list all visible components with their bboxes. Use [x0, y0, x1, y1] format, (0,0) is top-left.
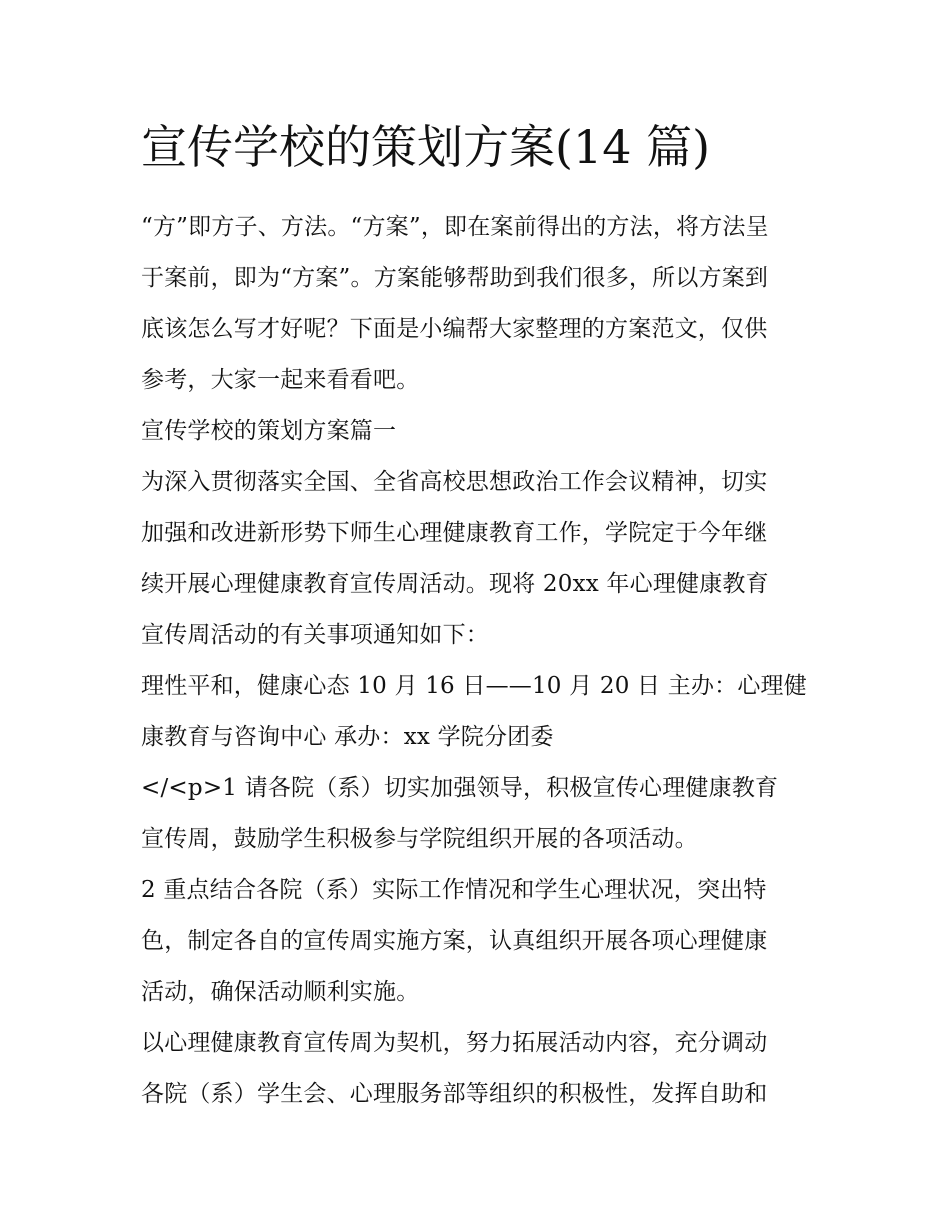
text-line: 于案前，即为“方案”。方案能够帮助到我们很多，所以方案到 — [141, 265, 769, 291]
document-content — [141, 112, 821, 1120]
text-line: 理性平和，健康心态 10 月 16 日——10 月 20 日 主办：心理健 — [141, 673, 807, 699]
text-line: 加强和改进新形势下师生心理健康教育工作，学院定于今年继 — [141, 520, 768, 546]
text-line: 康教育与咨询中心 承办：xx 学院分团委 — [141, 724, 554, 750]
text-line: 色，制定各自的宣传周实施方案，认真组织开展各项心理健康 — [141, 928, 768, 954]
text-line: 为深入贯彻落实全国、全省高校思想政治工作会议精神，切实 — [141, 469, 768, 495]
text-line: </<p>1 请各院（系）切实加强领导，积极宣传心理健康教育 — [141, 775, 779, 801]
page-title: 宣传学校的策划方案(14 篇) — [141, 120, 711, 174]
text-line: 宣传周活动的有关事项通知如下： — [141, 622, 489, 648]
text-line: 2 重点结合各院（系）实际工作情况和学生心理状况，突出特 — [141, 877, 767, 903]
document-body — [141, 202, 821, 1120]
text-line: 参考，大家一起来看看吧。 — [141, 367, 420, 393]
text-line: 续开展心理健康教育宣传周活动。现将 20xx 年心理健康教育 — [141, 571, 769, 597]
text-line: 各院（系）学生会、心理服务部等组织的积极性，发挥自助和 — [141, 1081, 768, 1107]
section-heading: 宣传学校的策划方案篇一 — [141, 418, 397, 444]
text-line: 活动，确保活动顺利实施。 — [141, 979, 420, 1005]
text-line: 底该怎么写才好呢？下面是小编帮大家整理的方案范文，仅供 — [141, 316, 768, 342]
text-line: 以心理健康教育宣传周为契机，努力拓展活动内容，充分调动 — [141, 1030, 768, 1056]
text-line: 宣传周，鼓励学生积极参与学院组织开展的各项活动。 — [141, 826, 698, 852]
text-line: “方”即方子、方法。“方案”，即在案前得出的方法，将方法呈 — [141, 214, 769, 240]
